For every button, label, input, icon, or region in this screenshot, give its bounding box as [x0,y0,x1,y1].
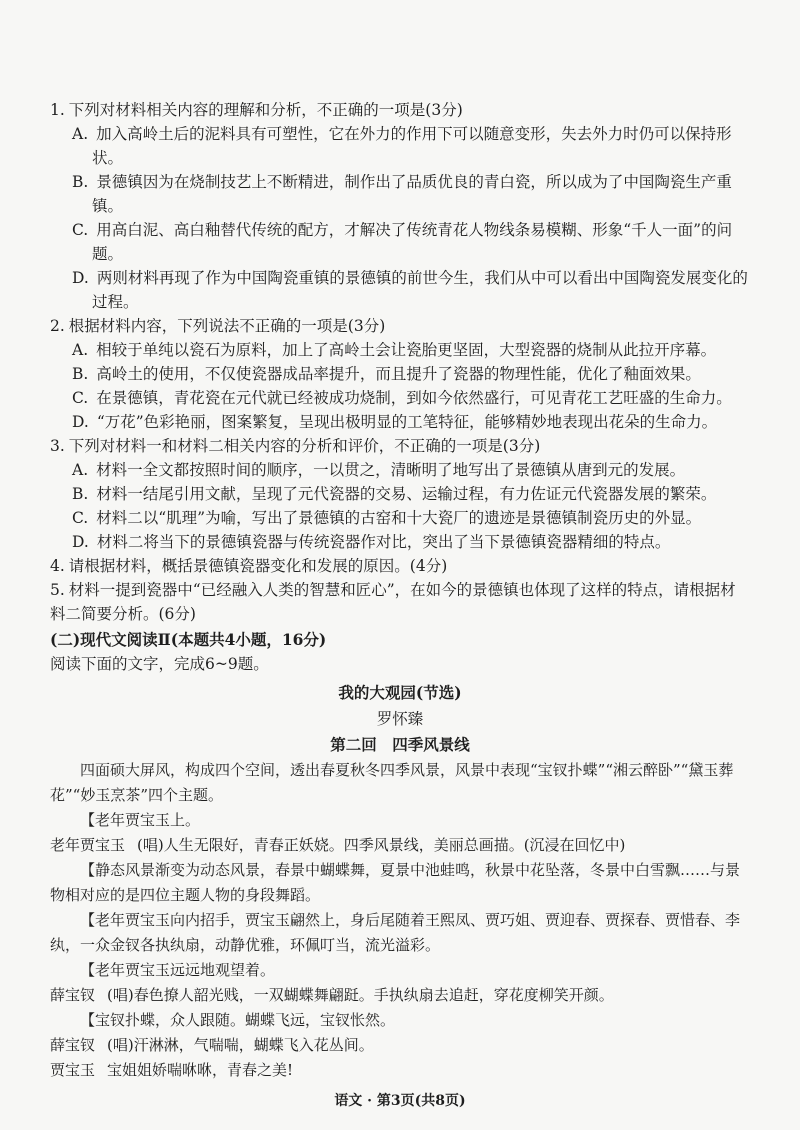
question-text: 下列对材料一和材料二相关内容的分析和评价，不正确的一项是(3分) [68,437,541,455]
passage-chapter: 第二回 四季风景线 [330,735,470,754]
option-item [70,482,750,506]
stage-direction [50,858,750,908]
option-item [70,362,750,386]
passage-author: 罗怀臻 [376,710,424,728]
section-instruction: 阅读下面的文字，完成6~9题。 [50,655,269,673]
option-label: B. [72,485,89,503]
stage-direction [50,908,750,958]
dialogue-line [50,833,750,858]
page-footer: 语文 · 第3页(共8页) [334,1093,466,1109]
section-heading: (二)现代文阅读Ⅱ(本题共4小题，16分) [50,630,327,649]
stage-direction [50,1008,750,1033]
paragraph-text: 【老年贾宝玉上。 [80,811,201,829]
question-number: 1. [50,101,65,119]
paragraph-text: (唱)春色撩人韶光贱，一双蝴蝶舞翩跹。手执纨扇去追赶，穿花度柳笑开颜。 [107,986,614,1004]
option-text: 材料二以“肌理”为喻，写出了景德镇的古窑和十大瓷厂的遗迹是景德镇制瓷历史的外显。 [96,509,702,527]
option-item [70,458,750,482]
passage-body [50,758,750,1083]
option-label: A. [72,341,89,359]
option-label: C. [72,221,89,239]
paragraph-text: 四面硕大屏风，构成四个空间，透出春夏秋冬四季风景，风景中表现“宝钗扑蝶”“湘云醉卧”“黛玉葬花”“妙玉烹茶”四个主题。 [50,761,734,804]
question-text: 请根据材料，概括景德镇瓷器变化和发展的原因。(4分) [68,557,448,575]
option-text: 加入高岭土后的泥料具有可塑性，它在外力的作用下可以随意变形，失去外力时仍可以保持形状。 [92,125,732,167]
paragraph-text: 宝姐姐娇喘咻咻，青春之美! [107,1061,294,1079]
question-text: 材料一提到瓷器中“已经融入人类的智慧和匠心”，在如今的景德镇也体现了这样的特点，请根据材料二简要分析。(6分) [50,581,736,623]
paragraph-text: 【老年贾宝玉远远地观望着。 [80,961,276,979]
question-text: 根据材料内容，下列说法不正确的一项是(3分) [68,317,386,335]
option-label: B. [72,173,89,191]
question-number: 4. [50,557,65,575]
passage-title: 我的大观园(节选) [338,683,462,702]
question-stem [50,314,750,338]
paragraph-text: 【静态风景渐变为动态风景，春景中蝴蝶舞，夏景中池蛙鸣，秋景中花坠落，冬景中白雪飘……与景物相对应的是四位主题人物的身段舞蹈。 [50,861,741,904]
option-label: D. [72,533,89,551]
question-stem [50,434,750,458]
option-text: 两则材料再现了作为中国陶瓷重镇的景德镇的前世今生，我们从中可以看出中国陶瓷发展变化的过程。 [92,269,748,311]
speaker-name: 薛宝钗 [50,1036,96,1054]
speaker-name: 薛宝钗 [50,986,96,1004]
option-label: A. [72,461,89,479]
question-number: 3. [50,437,65,455]
dialogue-line [50,1058,750,1083]
option-text: 景德镇因为在烧制技艺上不断精进，制作出了品质优良的青白瓷，所以成为了中国陶瓷生产重镇。 [92,173,732,215]
option-item [70,410,750,434]
option-text: 材料一全文都按照时间的顺序，一以贯之，清晰明了地写出了景德镇从唐到元的发展。 [96,461,686,479]
option-item [70,122,750,170]
option-text: 材料二将当下的景德镇瓷器与传统瓷器作对比，突出了当下景德镇瓷器精细的特点。 [96,533,671,551]
option-item [70,530,750,554]
option-label: C. [72,509,89,527]
dialogue-line [50,1033,750,1058]
paragraph-text: 【老年贾宝玉向内招手，贾宝玉翩然上，身后尾随着王熙凤、贾巧姐、贾迎春、贾探春、贾惜春、李纨，一众金钗各执纨扇，动静优雅，环佩叮当，流光溢彩。 [50,911,741,954]
option-label: D. [72,413,89,431]
option-text: 在景德镇，青花瓷在元代就已经被成功烧制，到如今依然盛行，可见青花工艺旺盛的生命力。 [96,389,732,407]
option-label: B. [72,365,89,383]
option-item [70,338,750,362]
speaker-name: 老年贾宝玉 [50,836,126,854]
option-item [70,386,750,410]
stage-direction [50,758,750,808]
stage-direction [50,958,750,983]
paragraph-text: 【宝钗扑蝶，众人跟随。蝴蝶飞远，宝钗怅然。 [80,1011,396,1029]
dialogue-line [50,983,750,1008]
option-item [70,218,750,266]
option-label: A. [72,125,89,143]
stage-direction [50,808,750,833]
option-text: “万花”色彩艳丽，图案繁复，呈现出极明显的工笔特征，能够精妙地表现出花朵的生命力。 [96,413,718,431]
option-text: 材料一结尾引用文献，呈现了元代瓷器的交易、运输过程，有力佐证元代瓷器发展的繁荣。 [96,485,717,503]
option-item [70,170,750,218]
option-text: 相较于单纯以瓷石为原料，加上了高岭土会让瓷胎更坚固，大型瓷器的烧制从此拉开序幕。 [96,341,717,359]
option-text: 高岭土的使用，不仅使瓷器成品率提升，而且提升了瓷器的物理性能，优化了釉面效果。 [96,365,701,383]
option-label: D. [72,269,89,287]
paragraph-text: (唱)人生无限好，青春正妖娆。四季风景线，美丽总画描。(沉浸在回忆中) [137,836,626,854]
question-stem [50,554,750,578]
speaker-name: 贾宝玉 [50,1061,96,1079]
question-number: 5. [50,581,65,599]
question-stem [50,98,750,122]
option-text: 用高白泥、高白釉替代传统的配方，才解决了传统青花人物线条易模糊、形象“千人一面”的问题。 [92,221,733,263]
paragraph-text: (唱)汗淋淋，气喘喘，蝴蝶飞入花丛间。 [107,1036,374,1054]
question-list [50,98,750,626]
question-number: 2. [50,317,65,335]
question-stem [50,578,750,626]
option-item [70,266,750,314]
option-label: C. [72,389,89,407]
option-item [70,506,750,530]
question-text: 下列对材料相关内容的理解和分析，不正确的一项是(3分) [68,101,463,119]
